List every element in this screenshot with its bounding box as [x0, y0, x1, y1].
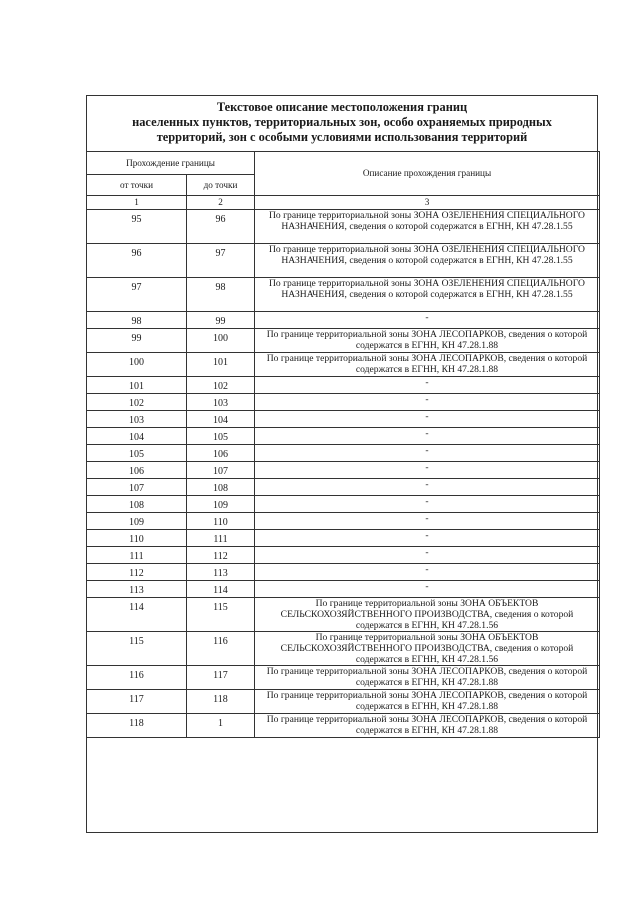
row-description: - — [255, 513, 600, 530]
row-from-point: 113 — [87, 581, 187, 598]
row-to-point: 109 — [187, 496, 255, 513]
title-line: территорий, зон с особыми условиями использования территорий — [156, 130, 528, 144]
row-description: По границе территориальной зоны ЗОНА ОЗЕЛЕНЕНИЯ СПЕЦИАЛЬНОГО НАЗНАЧЕНИЯ, сведения о которой содержатся в ЕГНН, КН 47.28.1.55 — [255, 244, 600, 278]
table-row — [87, 377, 600, 394]
row-from-point: 115 — [87, 632, 187, 666]
row-from-point: 114 — [87, 598, 187, 632]
row-description: - — [255, 479, 600, 496]
row-to-point: 114 — [187, 581, 255, 598]
table-row — [87, 394, 600, 411]
row-description: - — [255, 428, 600, 445]
row-from-point: 96 — [87, 244, 187, 278]
header-passage: Прохождение границы — [87, 152, 255, 175]
header-col-num: 1 — [87, 196, 187, 210]
table-row — [87, 496, 600, 513]
row-description: По границе территориальной зоны ЗОНА ОБЪЕКТОВ СЕЛЬСКОХОЗЯЙСТВЕННОГО ПРОИЗВОДСТВА, сведения о которой содержатся в ЕГНН, КН 47.28.1.56 — [255, 598, 600, 632]
row-to-point: 1 — [187, 714, 255, 738]
document-title — [87, 100, 597, 145]
header-from: от точки — [87, 175, 187, 196]
row-to-point: 107 — [187, 462, 255, 479]
row-to-point: 111 — [187, 530, 255, 547]
row-description: - — [255, 394, 600, 411]
row-from-point: 105 — [87, 445, 187, 462]
row-from-point: 107 — [87, 479, 187, 496]
table-row — [87, 547, 600, 564]
row-from-point: 104 — [87, 428, 187, 445]
row-from-point: 95 — [87, 210, 187, 244]
row-to-point: 105 — [187, 428, 255, 445]
table-row — [87, 244, 600, 278]
header-to: до точки — [187, 175, 255, 196]
row-to-point: 102 — [187, 377, 255, 394]
table-row — [87, 353, 600, 377]
table-row — [87, 329, 600, 353]
title-line: Текстовое описание местоположения границ — [216, 100, 468, 114]
row-from-point: 112 — [87, 564, 187, 581]
row-description: По границе территориальной зоны ЗОНА ЛЕСОПАРКОВ, сведения о которой содержатся в ЕГНН, КН 47.28.1.88 — [255, 353, 600, 377]
row-from-point: 110 — [87, 530, 187, 547]
table-row — [87, 445, 600, 462]
row-to-point: 116 — [187, 632, 255, 666]
table-row — [87, 278, 600, 312]
row-to-point: 96 — [187, 210, 255, 244]
row-to-point: 117 — [187, 666, 255, 690]
table-row — [87, 666, 600, 690]
row-description: - — [255, 581, 600, 598]
row-from-point: 111 — [87, 547, 187, 564]
row-description: - — [255, 564, 600, 581]
row-from-point: 116 — [87, 666, 187, 690]
row-to-point: 101 — [187, 353, 255, 377]
row-from-point: 106 — [87, 462, 187, 479]
row-from-point: 118 — [87, 714, 187, 738]
row-from-point: 100 — [87, 353, 187, 377]
row-description: По границе территориальной зоны ЗОНА ОБЪЕКТОВ СЕЛЬСКОХОЗЯЙСТВЕННОГО ПРОИЗВОДСТВА, сведения о которой содержатся в ЕГНН, КН 47.28.1.56 — [255, 632, 600, 666]
row-from-point: 117 — [87, 690, 187, 714]
table-row — [87, 690, 600, 714]
row-description: - — [255, 312, 600, 329]
row-description: - — [255, 530, 600, 547]
row-from-point: 109 — [87, 513, 187, 530]
row-description: По границе территориальной зоны ЗОНА ОЗЕЛЕНЕНИЯ СПЕЦИАЛЬНОГО НАЗНАЧЕНИЯ, сведения о которой содержатся в ЕГНН, КН 47.28.1.55 — [255, 210, 600, 244]
table-row — [87, 598, 600, 632]
table-row — [87, 513, 600, 530]
row-description: - — [255, 377, 600, 394]
table-row — [87, 411, 600, 428]
header-description: Описание прохождения границы — [255, 152, 600, 196]
row-from-point: 103 — [87, 411, 187, 428]
row-from-point: 99 — [87, 329, 187, 353]
table-row — [87, 581, 600, 598]
row-to-point: 108 — [187, 479, 255, 496]
title-line: населенных пунктов, территориальных зон, особо охраняемых природных — [132, 115, 552, 129]
row-description: По границе территориальной зоны ЗОНА ЛЕСОПАРКОВ, сведения о которой содержатся в ЕГНН, КН 47.28.1.88 — [255, 329, 600, 353]
row-description: - — [255, 496, 600, 513]
row-from-point: 102 — [87, 394, 187, 411]
row-to-point: 106 — [187, 445, 255, 462]
row-from-point: 97 — [87, 278, 187, 312]
table-row — [87, 564, 600, 581]
row-description: По границе территориальной зоны ЗОНА ОЗЕЛЕНЕНИЯ СПЕЦИАЛЬНОГО НАЗНАЧЕНИЯ, сведения о которой содержатся в ЕГНН, КН 47.28.1.55 — [255, 278, 600, 312]
table-row — [87, 312, 600, 329]
row-to-point: 103 — [187, 394, 255, 411]
table-row — [87, 428, 600, 445]
table-row — [87, 479, 600, 496]
table-row — [87, 530, 600, 547]
boundary-table — [86, 151, 600, 738]
table-row — [87, 462, 600, 479]
row-to-point: 104 — [187, 411, 255, 428]
row-to-point: 110 — [187, 513, 255, 530]
row-to-point: 115 — [187, 598, 255, 632]
table-row — [87, 714, 600, 738]
header-col-num: 3 — [255, 196, 600, 210]
row-from-point: 101 — [87, 377, 187, 394]
row-to-point: 99 — [187, 312, 255, 329]
row-description: - — [255, 547, 600, 564]
row-from-point: 108 — [87, 496, 187, 513]
row-from-point: 98 — [87, 312, 187, 329]
table-row — [87, 210, 600, 244]
row-to-point: 100 — [187, 329, 255, 353]
row-to-point: 98 — [187, 278, 255, 312]
row-description: По границе территориальной зоны ЗОНА ЛЕСОПАРКОВ, сведения о которой содержатся в ЕГНН, КН 47.28.1.88 — [255, 714, 600, 738]
row-description: По границе территориальной зоны ЗОНА ЛЕСОПАРКОВ, сведения о которой содержатся в ЕГНН, КН 47.28.1.88 — [255, 666, 600, 690]
document-frame — [86, 95, 598, 833]
row-to-point: 118 — [187, 690, 255, 714]
table-row — [87, 632, 600, 666]
row-description: - — [255, 462, 600, 479]
row-to-point: 97 — [187, 244, 255, 278]
row-description: - — [255, 411, 600, 428]
row-to-point: 113 — [187, 564, 255, 581]
row-to-point: 112 — [187, 547, 255, 564]
header-col-num: 2 — [187, 196, 255, 210]
row-description: - — [255, 445, 600, 462]
row-description: По границе территориальной зоны ЗОНА ЛЕСОПАРКОВ, сведения о которой содержатся в ЕГНН, КН 47.28.1.88 — [255, 690, 600, 714]
